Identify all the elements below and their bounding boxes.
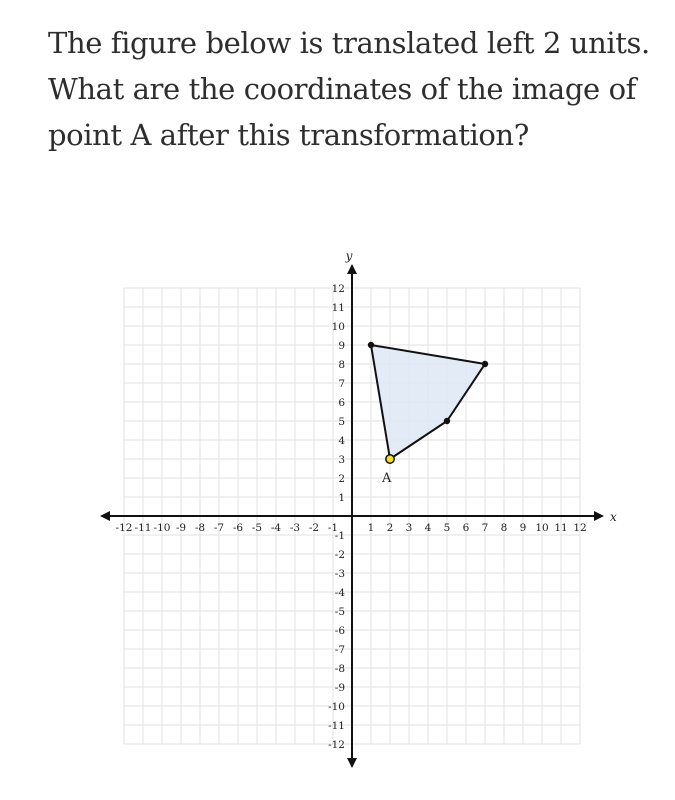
y-tick-label: 4 — [338, 435, 345, 447]
x-tick-label: -10 — [153, 522, 171, 534]
x-tick-label: 5 — [443, 522, 451, 534]
question-text: The figure below is translated left 2 units. What are the coordinates of the image of point A after this transformation? — [48, 26, 650, 152]
y-tick-label: -8 — [334, 663, 345, 675]
x-tick-label: 2 — [386, 522, 394, 534]
x-axis-arrow-left — [100, 511, 110, 521]
y-tick-label: -2 — [334, 549, 345, 561]
x-tick-label: -4 — [270, 522, 282, 534]
y-tick-label: -4 — [334, 587, 345, 599]
y-tick-label: -1 — [334, 530, 345, 542]
point-a-marker — [386, 455, 394, 463]
x-tick-label: -11 — [134, 522, 152, 534]
y-tick-label: 11 — [331, 302, 345, 314]
y-tick-label: 1 — [338, 492, 345, 504]
x-tick-label: -6 — [232, 522, 244, 534]
x-tick-label: -1 — [327, 522, 339, 534]
y-tick-label: -12 — [328, 739, 345, 751]
y-tick-label: 6 — [338, 397, 345, 409]
point-a-label: A — [382, 471, 392, 486]
x-tick-label: -9 — [175, 522, 187, 534]
x-tick-label: -12 — [115, 522, 133, 534]
y-tick-label: 10 — [331, 321, 345, 333]
x-tick-label: 8 — [500, 522, 508, 534]
y-tick-label: 9 — [338, 340, 345, 352]
vertex-point — [482, 361, 488, 367]
y-tick-label: -11 — [328, 720, 345, 732]
y-tick-label: 7 — [338, 378, 345, 390]
x-tick-label: 1 — [367, 522, 375, 534]
x-tick-label: 4 — [424, 522, 432, 534]
x-tick-label: 7 — [481, 522, 489, 534]
y-axis-arrow-down — [347, 758, 357, 768]
y-axis-label: y — [345, 249, 353, 263]
y-tick-label: 3 — [338, 454, 345, 466]
y-tick-label: -9 — [334, 682, 345, 694]
x-tick-label: -7 — [213, 522, 225, 534]
y-tick-label: 8 — [338, 359, 345, 371]
y-tick-label: 5 — [338, 416, 345, 428]
vertex-point — [444, 418, 450, 424]
x-tick-label: 3 — [405, 522, 413, 534]
x-tick-label: -5 — [251, 522, 263, 534]
y-tick-label: -10 — [328, 701, 345, 713]
y-axis-arrow-up — [347, 264, 357, 274]
x-tick-label: 11 — [554, 522, 568, 534]
x-axis-label: x — [610, 510, 617, 524]
x-tick-label: -3 — [289, 522, 301, 534]
x-axis-arrow-right — [594, 511, 604, 521]
y-tick-label: -6 — [334, 625, 345, 637]
x-tick-label: 9 — [519, 522, 527, 534]
y-tick-label: 12 — [331, 283, 345, 295]
y-tick-label: -7 — [334, 644, 345, 656]
y-tick-label: -5 — [334, 606, 345, 618]
x-tick-label: -2 — [308, 522, 320, 534]
x-tick-label: 12 — [573, 522, 587, 534]
x-tick-label: 6 — [462, 522, 470, 534]
vertex-point — [368, 342, 374, 348]
y-tick-label: -3 — [334, 568, 345, 580]
y-tick-label: 2 — [338, 473, 345, 485]
x-tick-label: -8 — [194, 522, 206, 534]
x-tick-label: 10 — [535, 522, 549, 534]
